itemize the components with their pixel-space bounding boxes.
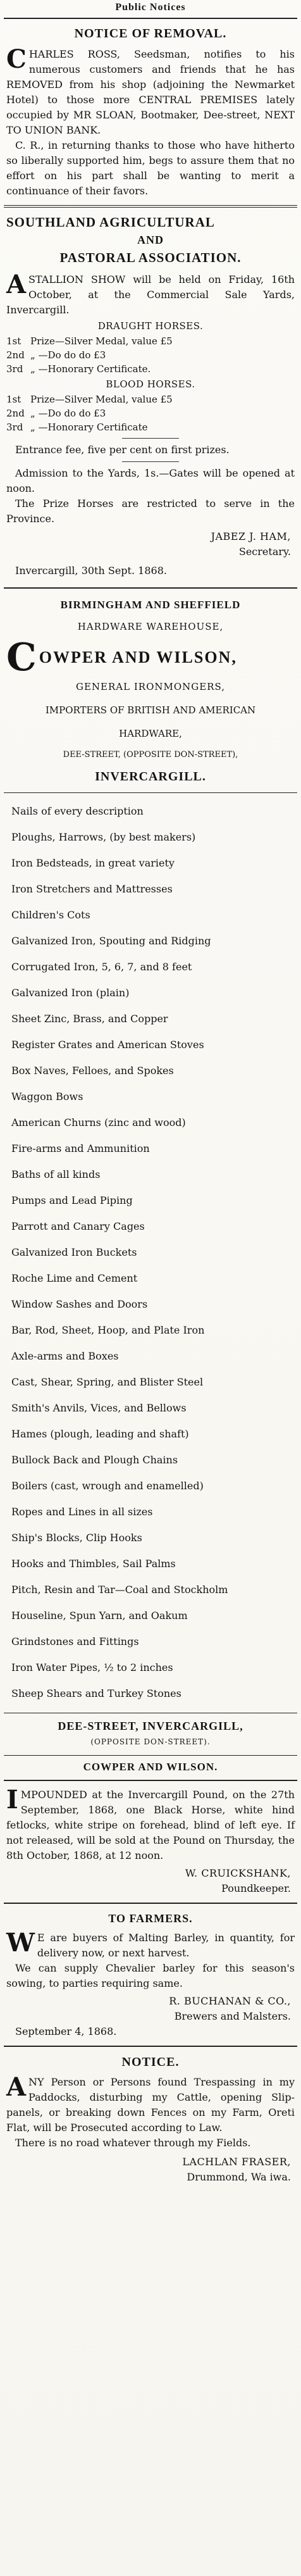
list-item: Iron Stretchers and Mattresses <box>11 883 173 895</box>
dropcap: I <box>6 1785 18 1815</box>
blood-prizes <box>0 392 301 434</box>
farmers-body: E are buyers of Malting Barley, in quantity, for delivery now, or next harvest. <box>37 1932 295 1959</box>
southland-intro: STALLION SHOW will be held on Friday, 16th October, at the Commercial Sale Yards, Invercargill. <box>6 273 295 316</box>
restriction: The Prize Horses are restricted to serve in the Province. <box>6 497 295 525</box>
draught-prize-row <box>6 334 295 348</box>
list-item: Galvanized Iron, Spouting and Ridging <box>11 935 211 947</box>
impounded-body: MPOUNDED at the Invercargill Pound, on the 27th September, 1868, one Black Horse, white hind fetlocks, white stripe on forehead, blind of left eye. If not released, will be sold at the Pound on Thursday, the 8th October, 1868, at 12 noon. <box>6 1789 295 1861</box>
cowper-street: DEE-STREET, (OPPOSITE DON-STREET), <box>63 750 238 760</box>
prize-description: „ —Honorary Certificate <box>30 422 148 433</box>
prize-description: Prize—Silver Medal, value £5 <box>30 335 173 347</box>
removal-body: HARLES ROSS, Seedsman, notifies to his numerous customers and friends that he has REMOVED from his shop (adjoining the Newmarket Hotel) to those more CENTRAL PREMISES lately occupied by MR SLOAN, Bootmaker, Dee-street, NEXT TO UNION BANK. <box>6 48 295 136</box>
cowper-hardware: HARDWARE, <box>119 728 182 739</box>
draught-prize-row <box>6 362 295 376</box>
list-item: Roche Lime and Cement <box>11 1272 138 1284</box>
page-title: Public Notices <box>115 2 186 13</box>
entrance-fee: Entrance fee, five per cent on first prizes. <box>15 444 230 456</box>
southland-notice <box>0 208 301 578</box>
list-item: Window Sashes and Doors <box>11 1298 148 1310</box>
divider <box>122 461 179 462</box>
prize-description: „ —Do do do £3 <box>30 349 106 361</box>
trespass-road: There is no road whatever through my Fields. <box>15 2137 251 2149</box>
list-item: Galvanized Iron (plain) <box>11 987 130 999</box>
signatory-role: Brewers and Malsters. <box>174 2010 291 2022</box>
list-item: Parrott and Canary Cages <box>11 1220 145 1232</box>
cowper-town: INVERCARGILL. <box>95 770 206 784</box>
removal-heading: NOTICE OF REMOVAL. <box>74 27 227 41</box>
dropcap: W <box>6 1928 35 1958</box>
prize-place: 2nd <box>6 408 25 419</box>
southland-heading: SOUTHLAND AGRICULTURAL <box>6 215 215 230</box>
cowper-trade: GENERAL IRONMONGERS, <box>75 681 226 692</box>
list-item: Houseline, Spun Yarn, and Oakum <box>11 1610 188 1622</box>
cowper-footer-street: DEE-STREET, INVERCARGILL, <box>58 1720 243 1732</box>
list-item: Galvanized Iron Buckets <box>11 1246 137 1258</box>
draught-prize-row <box>6 348 295 362</box>
signatory-place: Drummond, Wa iwa. <box>187 2171 291 2183</box>
farmers-supply: We can supply Chevalier barley for this season's sowing, to parties requiring same. <box>6 1962 295 1989</box>
signatory: R. BUCHANAN & CO., <box>169 1995 291 2007</box>
dropcap: C <box>6 44 27 74</box>
cowper-footer-name: COWPER AND WILSON. <box>83 1761 218 1773</box>
dropcap: A <box>6 2072 27 2102</box>
list-item: Corrugated Iron, 5, 6, 7, and 8 feet <box>11 961 192 973</box>
trespass-notice <box>0 2047 301 2185</box>
impounded-notice <box>0 1781 301 1896</box>
signatory-role: Secretary. <box>238 546 291 558</box>
divider <box>4 1755 297 1756</box>
blood-prize-row <box>6 420 295 434</box>
list-item: Sheet Zinc, Brass, and Copper <box>11 1013 168 1025</box>
list-item: Ploughs, Harrows, (by best makers) <box>11 831 196 843</box>
list-item: Boilers (cast, wrough and enamelled) <box>11 1480 204 1492</box>
list-item: Register Grates and American Stoves <box>11 1039 204 1051</box>
blood-prize-row <box>6 392 295 406</box>
cowper-advert <box>0 589 301 1776</box>
list-item: Grindstones and Fittings <box>11 1635 139 1648</box>
southland-heading-and: AND <box>137 234 164 246</box>
cowper-line2: HARDWARE WAREHOUSE, <box>77 621 224 632</box>
removal-thanks: C. R., in returning thanks to those who have hitherto so liberally supported him, begs to assure them that no effort on his part shall be wanting to merit a continuance of their favors. <box>6 139 295 197</box>
list-item: Iron Bedsteads, in great variety <box>11 857 175 869</box>
cowper-name: OWPER AND WILSON, <box>39 648 237 666</box>
list-item: Nails of every description <box>11 805 144 817</box>
signatory: LACHLAN FRASER, <box>182 2156 291 2168</box>
blood-heading: BLOOD HORSES. <box>106 378 195 390</box>
prize-place: 3rd <box>6 422 23 433</box>
prize-place: 1st <box>6 335 22 347</box>
farmers-heading: TO FARMERS. <box>108 1912 193 1925</box>
prize-description: „ —Do do do £3 <box>30 408 106 419</box>
prize-description: „ —Honorary Certificate. <box>30 363 151 375</box>
divider <box>4 792 297 793</box>
list-item: Pitch, Resin and Tar—Coal and Stockholm <box>11 1584 228 1596</box>
prize-place: 3rd <box>6 363 23 375</box>
list-item: Cast, Shear, Spring, and Blister Steel <box>11 1376 204 1388</box>
list-item: Smith's Anvils, Vices, and Bellows <box>11 1402 187 1414</box>
list-item: Ropes and Lines in all sizes <box>11 1506 153 1518</box>
list-item: Children's Cots <box>11 909 90 921</box>
draught-prizes <box>0 334 301 376</box>
southland-date: Invercargill, 30th Sept. 1868. <box>15 565 167 577</box>
list-item: Baths of all kinds <box>11 1168 101 1180</box>
signatory: JABEZ J. HAM, <box>211 530 291 542</box>
list-item: Waggon Bows <box>11 1091 83 1103</box>
list-item: Box Naves, Felloes, and Spokes <box>11 1065 174 1077</box>
southland-heading-2: PASTORAL ASSOCIATION. <box>59 250 242 265</box>
trespass-heading: NOTICE. <box>121 2055 180 2069</box>
list-item: Fire-arms and Ammunition <box>11 1142 150 1154</box>
dropcap: A <box>6 270 27 299</box>
list-item: Bullock Back and Plough Chains <box>11 1454 178 1466</box>
list-item: Axle-arms and Boxes <box>11 1350 119 1362</box>
blood-prize-row <box>6 406 295 420</box>
dropcap: C <box>6 635 37 680</box>
prize-description: Prize—Silver Medal, value £5 <box>30 394 173 405</box>
list-item: American Churns (zinc and wood) <box>11 1116 186 1129</box>
divider <box>122 438 179 439</box>
draught-heading: DRAUGHT HORSES. <box>97 320 204 332</box>
list-item: Bar, Rod, Sheet, Hoop, and Plate Iron <box>11 1324 205 1336</box>
hardware-list <box>0 798 301 1706</box>
farmers-date: September 4, 1868. <box>15 2025 117 2037</box>
trespass-body: NY Person or Persons found Trespassing in my Paddocks, disturbing my Cattle, opening Slip-panels, or breaking down Fences on my Farm, Oreti Flat, will be Prosecuted according to Law. <box>6 2076 295 2134</box>
farmers-notice <box>0 1904 301 2039</box>
admission: Admission to the Yards, 1s.—Gates will be opened at noon. <box>6 467 295 494</box>
list-item: Pumps and Lead Piping <box>11 1194 133 1206</box>
list-item: Iron Water Pipes, ½ to 2 inches <box>11 1661 173 1673</box>
cowper-name-block <box>6 635 295 680</box>
removal-notice <box>0 19 301 199</box>
prize-place: 1st <box>6 394 22 405</box>
list-item: Sheep Shears and Turkey Stones <box>11 1687 181 1699</box>
cowper-line1: BIRMINGHAM AND SHEFFIELD <box>60 599 241 611</box>
cowper-footer-opp: (OPPOSITE DON-STREET). <box>90 1737 211 1746</box>
cowper-importers: IMPORTERS OF BRITISH AND AMERICAN <box>45 704 256 716</box>
list-item: Hooks and Thimbles, Sail Palms <box>11 1558 176 1570</box>
signatory-role: Poundkeeper. <box>221 1882 291 1894</box>
list-item: Hames (plough, leading and shaft) <box>11 1428 189 1440</box>
signatory: W. CRUICKSHANK, <box>185 1867 291 1879</box>
list-item: Ship's Blocks, Clip Hooks <box>11 1532 142 1544</box>
prize-place: 2nd <box>6 349 25 361</box>
